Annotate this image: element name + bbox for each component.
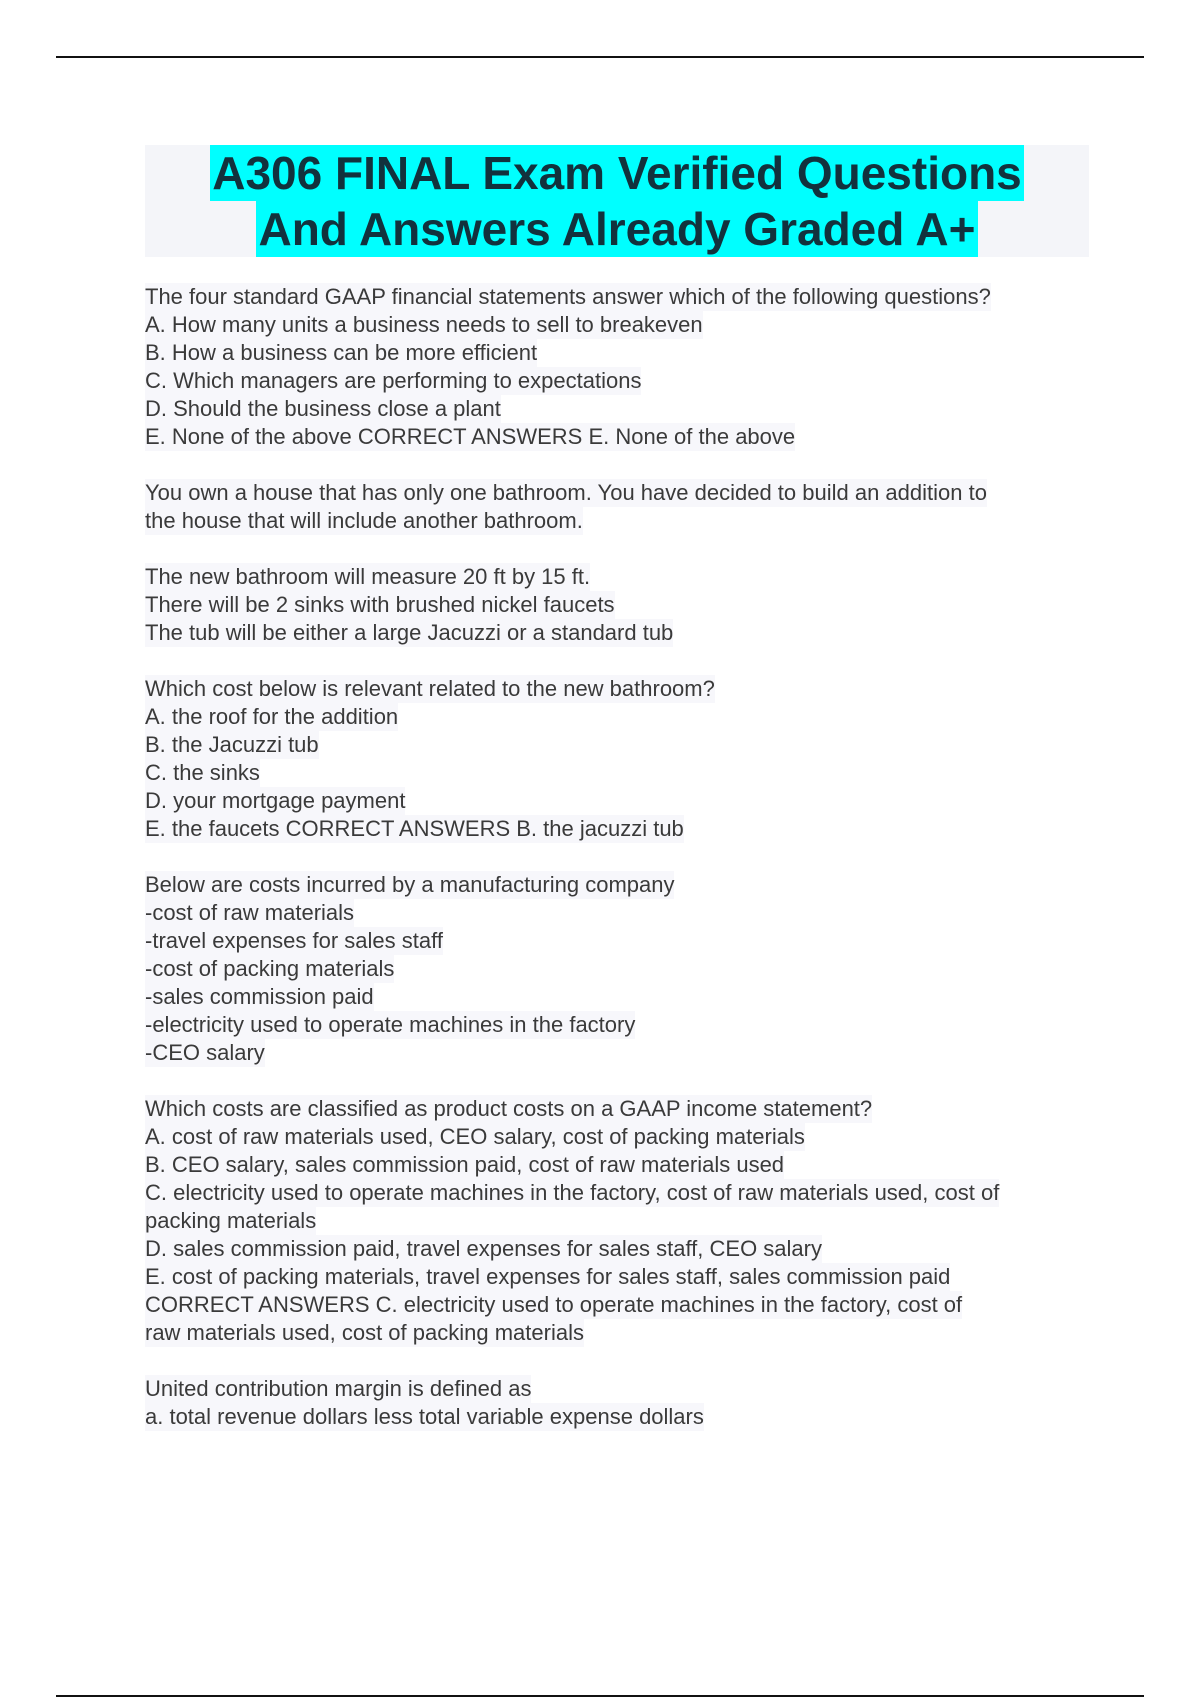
document-body xyxy=(145,283,1090,1459)
list-item: -electricity used to operate machines in the factory xyxy=(145,1012,636,1037)
list-item: -cost of raw materials xyxy=(145,900,355,925)
answer-option: A. the roof for the addition xyxy=(145,704,399,729)
answer-option: a. total revenue dollars less total variable expense dollars xyxy=(145,1404,704,1429)
answer-option: A. cost of raw materials used, CEO salary, cost of packing materials xyxy=(145,1124,805,1149)
answer-option: D. your mortgage payment xyxy=(145,788,406,813)
list-item: -CEO salary xyxy=(145,1040,265,1065)
answer-option: C. electricity used to operate machines in the factory, cost of raw materials used, cost of xyxy=(145,1180,1000,1205)
correct-answer: CORRECT ANSWERS C. electricity used to operate machines in the factory, cost of xyxy=(145,1292,963,1317)
page-title xyxy=(145,145,1089,257)
list-item: -cost of packing materials xyxy=(145,956,395,981)
question-text: Which cost below is relevant related to the new bathroom? xyxy=(145,676,715,701)
text-line: There will be 2 sinks with brushed nickel faucets xyxy=(145,592,615,617)
paragraph-relevant-cost xyxy=(145,675,1090,843)
title-line-2: And Answers Already Graded A+ xyxy=(258,203,976,255)
text-line: the house that will include another bathroom. xyxy=(145,508,583,533)
answer-option: D. sales commission paid, travel expenses for sales staff, CEO salary xyxy=(145,1236,822,1261)
paragraph-bathroom-intro xyxy=(145,479,1090,535)
answer-option: B. the Jacuzzi tub xyxy=(145,732,319,757)
answer-option: A. How many units a business needs to sell to breakeven xyxy=(145,312,703,337)
question-text: Which costs are classified as product costs on a GAAP income statement? xyxy=(145,1096,873,1121)
header-rule xyxy=(56,56,1144,58)
answer-option-with-correct-answer: E. None of the above CORRECT ANSWERS E. None of the above xyxy=(145,424,796,449)
answer-option-with-correct-answer: E. the faucets CORRECT ANSWERS B. the jacuzzi tub xyxy=(145,816,684,841)
answer-option: B. How a business can be more efficient xyxy=(145,340,538,365)
text-line: Below are costs incurred by a manufacturing company xyxy=(145,872,675,897)
paragraph-manufacturing-costs xyxy=(145,871,1090,1067)
paragraph-contribution-margin xyxy=(145,1375,1090,1431)
text-line: You own a house that has only one bathroom. You have decided to build an addition to xyxy=(145,480,987,505)
paragraph-gaap-statements xyxy=(145,283,1090,451)
text-line: The new bathroom will measure 20 ft by 15 ft. xyxy=(145,564,591,589)
paragraph-bathroom-details xyxy=(145,563,1090,647)
list-item: -sales commission paid xyxy=(145,984,374,1009)
text-line: The tub will be either a large Jacuzzi or a standard tub xyxy=(145,620,674,645)
question-text: United contribution margin is defined as xyxy=(145,1376,532,1401)
correct-answer: raw materials used, cost of packing materials xyxy=(145,1320,584,1345)
question-text: The four standard GAAP financial statements answer which of the following questions? xyxy=(145,284,991,309)
answer-option: B. CEO salary, sales commission paid, cost of raw materials used xyxy=(145,1152,785,1177)
footer-rule xyxy=(56,1695,1144,1697)
answer-option: E. cost of packing materials, travel expenses for sales staff, sales commission paid xyxy=(145,1264,951,1289)
answer-option: D. Should the business close a plant xyxy=(145,396,501,421)
answer-option: C. the sinks xyxy=(145,760,260,785)
answer-option: packing materials xyxy=(145,1208,317,1233)
title-line-1: A306 FINAL Exam Verified Questions xyxy=(212,147,1022,199)
list-item: -travel expenses for sales staff xyxy=(145,928,443,953)
answer-option: C. Which managers are performing to expectations xyxy=(145,368,642,393)
paragraph-product-costs xyxy=(145,1095,1090,1347)
